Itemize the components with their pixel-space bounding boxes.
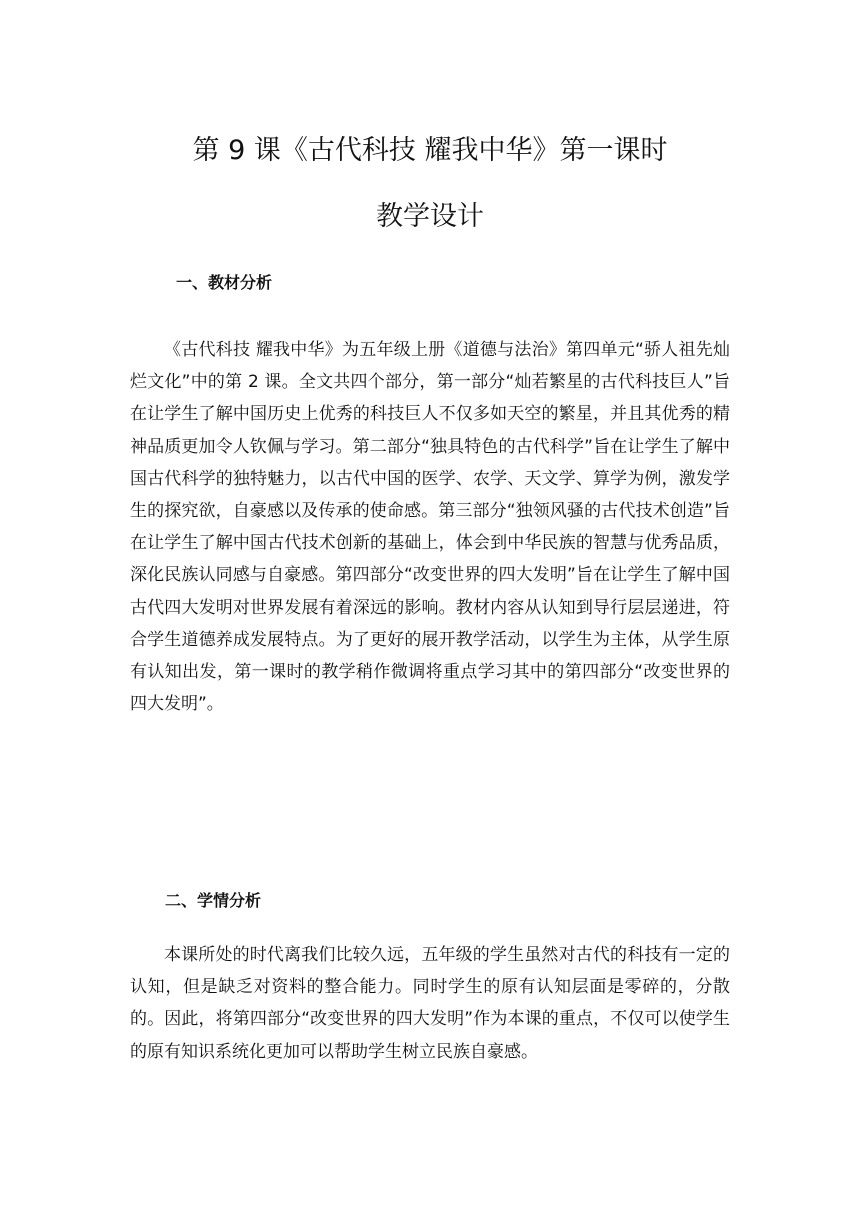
section-heading-textbook-analysis: 一、教材分析	[176, 273, 273, 292]
section-paragraph-learner-analysis: 本课所处的时代离我们比较久远，五年级的学生虽然对古代的科技有一定的认知，但是缺乏对资料的整合能力。同时学生的原有认知层面是零碎的，分散的。因此，将第四部分“改变世界的四大发明”作为本课的重点，不仅可以使学生的原有知识系统化更加可以帮助学生树立民族自豪感。	[130, 945, 730, 1062]
section-paragraph-textbook-analysis: 《古代科技 耀我中华》为五年级上册《道德与法治》第四单元“骄人祖先灿烂文化”中的第 2 课。全文共四个部分，第一部分“灿若繁星的古代科技巨人”旨在让学生了解中国历史上优秀的科技巨人不仅多如天空的繁星，并且其优秀的精神品质更加令人钦佩与学习。第二部分“独具特色的古代科学”旨在让学生了解中国古代科学的独特魅力，以古代中国的医学、农学、天文学、算学为例，激发学生的探究欲，自豪感以及传承的使命感。第三部分“独领风骚的古代技术创造”旨在让学生了解中国古代技术创新的基础上，体会到中华民族的智慧与优秀品质，深化民族认同感与自豪感。第四部分“改变世界的四大发明”旨在让学生了解中国古代四大发明对世界发展有着深远的影响。教材内容从认知到导行层层递进，符合学生道德养成发展特点。为了更好的展开教学活动，以学生为主体，从学生原有认知出发，第一课时的教学稍作微调将重点学习其中的第四部分“改变世界的四大发明”。	[130, 340, 730, 715]
document-subtitle: 教学设计	[376, 201, 484, 232]
section-heading-learner-analysis: 二、学情分析	[165, 891, 262, 910]
document-title: 第 9 课《古代科技 耀我中华》第一课时	[192, 135, 668, 166]
